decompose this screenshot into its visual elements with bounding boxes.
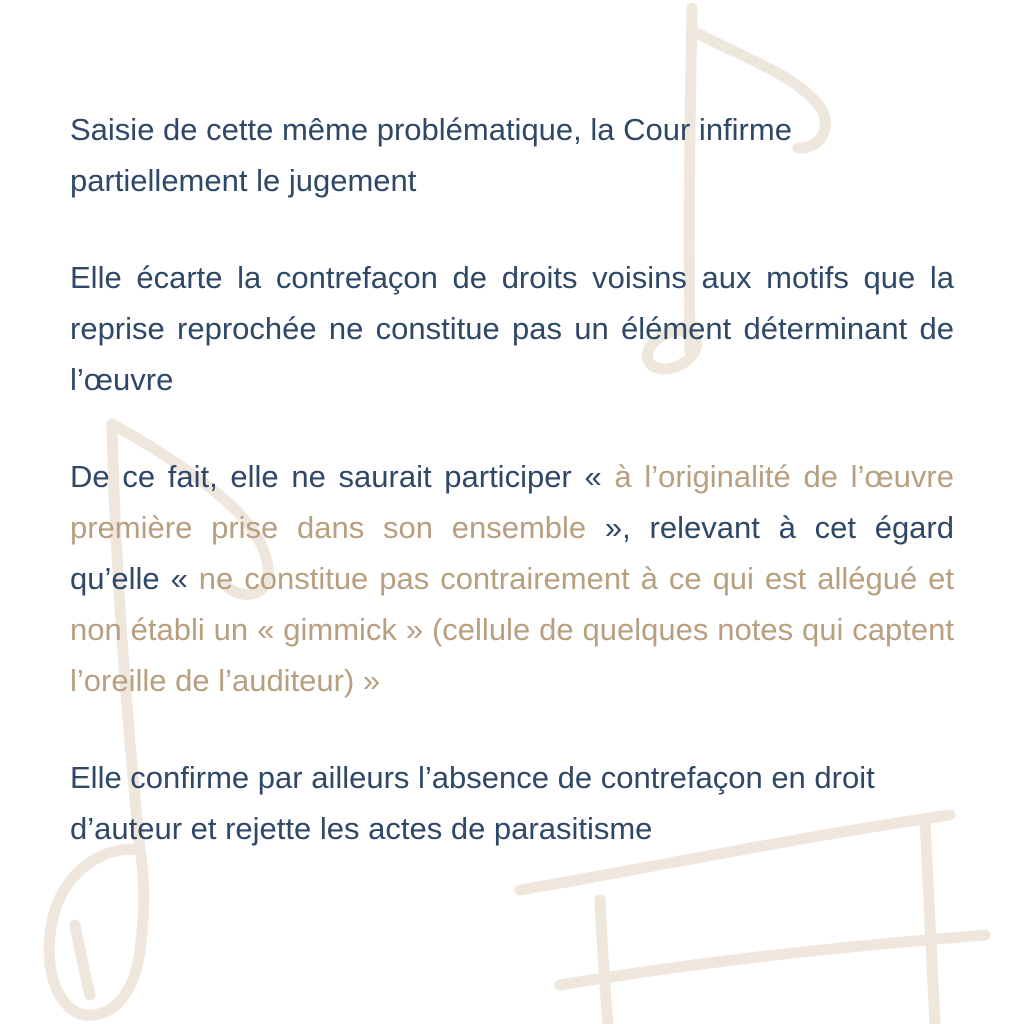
- paragraph-text: », relevant à cet égard qu’elle «: [70, 510, 954, 596]
- quoted-text: ne constitue pas contrairement à ce qui est allégué et non établi un « gimmick » (cellule de quelques notes qui captent l’oreille de l’auditeur) »: [70, 561, 954, 698]
- paragraph-neighbouring-rights: Elle écarte la contrefaçon de droits voisins aux motifs que la reprise reprochée ne constitue pas un élément déterminant de l’œuvre: [70, 260, 954, 397]
- quoted-text: à l’originalité de l’œuvre première prise dans son ensemble: [70, 459, 954, 545]
- main-content: [70, 104, 954, 900]
- paragraph-text: De ce fait, elle ne saurait participer «: [70, 459, 615, 494]
- paragraph-confirmation: Elle confirme par ailleurs l’absence de contrefaçon en droit d’auteur et rejette les actes de parasitisme: [70, 760, 875, 846]
- paragraph-court-ruling: Saisie de cette même problématique, la Cour infirme partiellement le jugement: [70, 112, 792, 198]
- paragraph-originality-quote: [70, 451, 954, 706]
